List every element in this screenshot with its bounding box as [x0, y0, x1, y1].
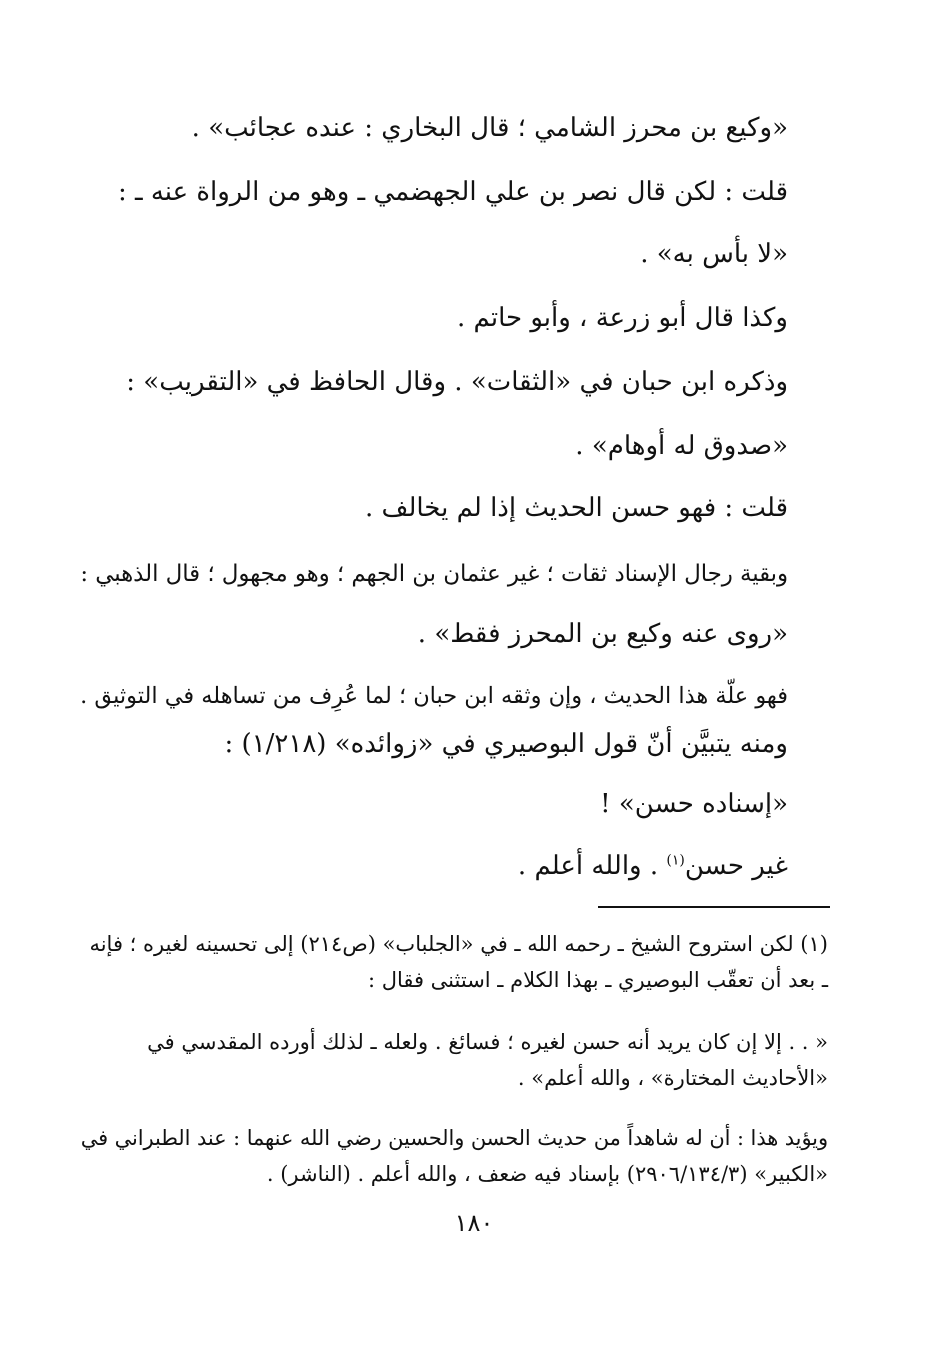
footnote-line-3: « . . إلا إن كان يريد أنه حسن لغيره ؛ فسائغ . ولعله ـ لذلك أورده المقدسي في: [147, 1030, 828, 1054]
footnote-line-2: ـ بعد أن تعقّب البوصيري ـ بهذا الكلام ـ استثنى فقال :: [367, 968, 828, 992]
body-line-13-text: غير حسن: [684, 851, 788, 881]
body-line-4: وكذا قال أبو زرعة ، وأبو حاتم .: [457, 303, 788, 333]
body-line-10: فهو علّة هذا الحديث ، وإن وثقه ابن حبان ؛ لما عُرِف من تساهله في التوثيق .: [80, 683, 788, 709]
body-line-11: ومنه يتبيَّن أنّ قول البوصيري في «زوائده» (١/٢١٨) :: [224, 729, 788, 759]
body-line-3: «لا بأس به» .: [640, 239, 788, 269]
footnote-reference: (١): [666, 852, 685, 869]
body-line-13: [518, 846, 788, 886]
body-line-7: قلت : فهو حسن الحديث إذا لم يخالف .: [365, 493, 788, 523]
body-line-12: «إسناده حسن» !: [600, 789, 788, 819]
body-line-9: «روى عنه وكيع بن المحرز فقط» .: [417, 619, 788, 649]
body-line-8: وبقية رجال الإسناد ثقات ؛ غير عثمان بن الجهم ؛ وهو مجهول ؛ قال الذهبي :: [80, 561, 788, 587]
body-line-6: «صدوق له أوهام» .: [575, 431, 788, 461]
footnote-separator: [598, 906, 830, 908]
body-line-13-tail: . والله أعلم .: [517, 851, 667, 881]
footnote-line-5: ويؤيد هذا : أن له شاهداً من حديث الحسن والحسين رضي الله عنهما : عند الطبراني في: [80, 1126, 828, 1150]
footnote-line-1: (١) لكن استروح الشيخ ـ رحمه الله ـ في «الجلباب» (ص٢١٤) إلى تحسينه لغيره ؛ فإنه: [89, 932, 828, 956]
body-line-1: «وكيع بن محرز الشامي ؛ قال البخاري : عنده عجائب» .: [191, 113, 788, 143]
footnote-line-4: «الأحاديث المختارة» ، والله أعلم» .: [517, 1066, 828, 1090]
body-line-5: وذكره ابن حبان في «الثقات» . وقال الحافظ في «التقريب» :: [126, 367, 788, 397]
page-number: ١٨٠: [454, 1209, 494, 1237]
footnote-line-6: «الكبير» (٢٩٠٦/١٣٤/٣) بإسناد فيه ضعف ، والله أعلم . (الناشر) .: [266, 1162, 828, 1186]
body-line-2: قلت : لكن قال نصر بن علي الجهضمي ـ وهو من الرواة عنه ـ :: [117, 177, 788, 207]
